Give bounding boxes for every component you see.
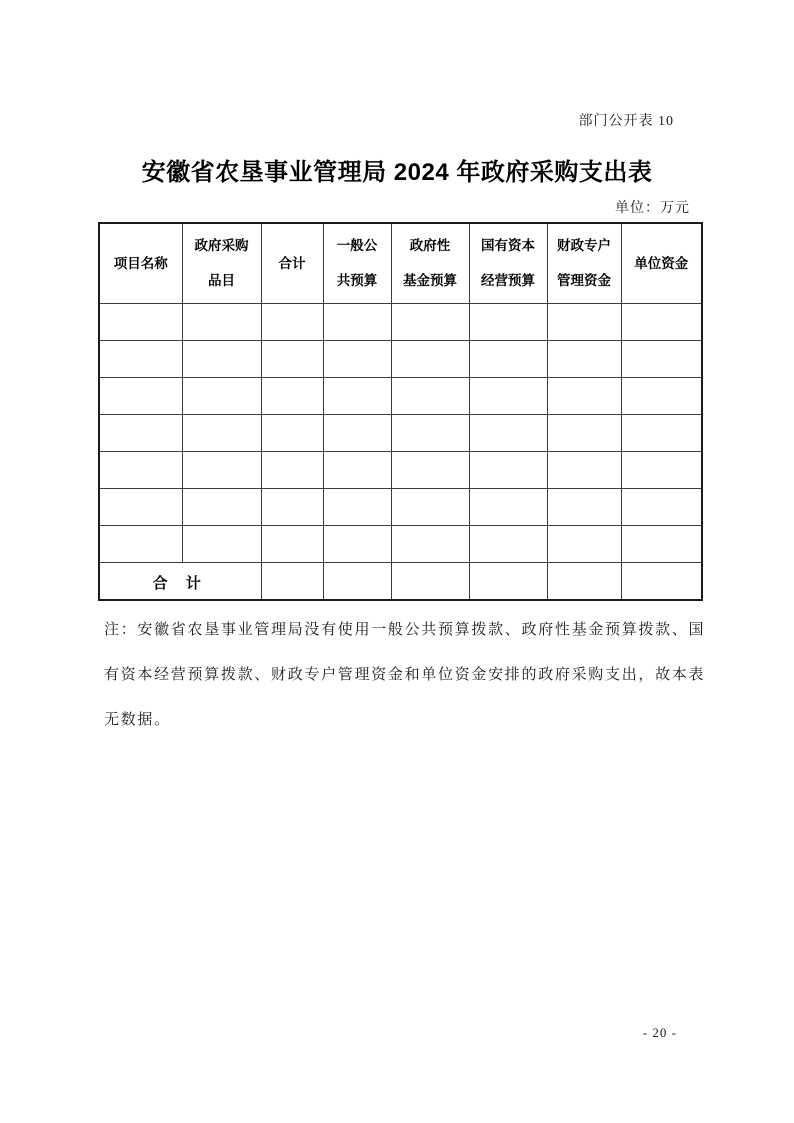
table-row [99, 414, 702, 451]
empty-cell [323, 488, 391, 525]
empty-cell [621, 414, 702, 451]
empty-cell [547, 340, 621, 377]
table-row [99, 377, 702, 414]
empty-cell [469, 340, 547, 377]
empty-cell [99, 303, 182, 340]
col-header-fiscal-special-account [547, 223, 621, 303]
total-row [99, 562, 702, 600]
empty-cell [323, 377, 391, 414]
header-line: 一般公 [336, 238, 378, 254]
empty-cell [323, 525, 391, 562]
empty-cell [323, 451, 391, 488]
empty-cell [621, 488, 702, 525]
empty-cell [323, 340, 391, 377]
table-row [99, 488, 702, 525]
empty-cell [182, 451, 261, 488]
empty-cell [99, 414, 182, 451]
empty-cell [391, 414, 469, 451]
empty-cell [182, 488, 261, 525]
empty-cell [261, 562, 323, 600]
col-header-general-public-budget [323, 223, 391, 303]
empty-cell [391, 340, 469, 377]
empty-cell [547, 562, 621, 600]
header-line: 项目名称 [113, 255, 168, 271]
empty-cell [261, 340, 323, 377]
note-line: 无数据。 [104, 712, 171, 728]
col-header-state-capital-budget [469, 223, 547, 303]
header-line: 合计 [278, 255, 306, 271]
empty-cell [261, 377, 323, 414]
header-line: 政府采购 [194, 238, 249, 254]
empty-cell [621, 525, 702, 562]
empty-cell [469, 562, 547, 600]
header-line: 经营预算 [481, 272, 535, 288]
header-line: 财政专户 [557, 238, 611, 254]
table-row [99, 303, 702, 340]
empty-cell [621, 377, 702, 414]
table-header [99, 223, 702, 303]
empty-cell [469, 303, 547, 340]
empty-cell [391, 303, 469, 340]
empty-cell [547, 525, 621, 562]
empty-cell [621, 451, 702, 488]
empty-cell [391, 525, 469, 562]
col-header-unit-funds [621, 223, 702, 303]
col-header-government-fund-budget [391, 223, 469, 303]
empty-cell [99, 340, 182, 377]
empty-cell [621, 303, 702, 340]
header-line: 单位资金 [634, 255, 689, 271]
empty-cell [547, 377, 621, 414]
empty-cell [391, 377, 469, 414]
page-number: - 20 - [642, 1025, 677, 1040]
empty-cell [469, 525, 547, 562]
empty-cell [99, 488, 182, 525]
empty-cell [99, 525, 182, 562]
header-line: 国有资本 [481, 238, 535, 254]
empty-cell [621, 562, 702, 600]
table-row [99, 451, 702, 488]
empty-cell [469, 451, 547, 488]
empty-cell [469, 488, 547, 525]
empty-cell [261, 414, 323, 451]
empty-cell [323, 562, 391, 600]
empty-cell [182, 525, 261, 562]
empty-cell [469, 414, 547, 451]
empty-cell [182, 340, 261, 377]
empty-cell [182, 377, 261, 414]
table-row [99, 340, 702, 377]
empty-cell [323, 414, 391, 451]
empty-cell [182, 414, 261, 451]
empty-cell [99, 451, 182, 488]
empty-cell [99, 377, 182, 414]
doc-label: 部门公开表 10 [578, 114, 674, 129]
empty-cell [261, 303, 323, 340]
page-title: 安徽省农垦事业管理局 2024 年政府采购支出表 [141, 159, 653, 186]
total-row-label: 合 计 [99, 562, 261, 600]
note-line: 有资本经营预算拨款、财政专户管理资金和单位资金安排的政府采购支出，故本表 [104, 667, 706, 683]
note-line: 注：安徽省农垦事业管理局没有使用一般公共预算拨款、政府性基金预算拨款、国 [104, 622, 706, 638]
empty-cell [391, 451, 469, 488]
table-row [99, 525, 702, 562]
empty-cell [261, 488, 323, 525]
header-line: 品目 [208, 272, 235, 288]
empty-cell [261, 525, 323, 562]
empty-cell [621, 340, 702, 377]
col-header-procurement-item [182, 223, 261, 303]
header-line: 基金预算 [403, 272, 457, 288]
header-line: 政府性 [409, 238, 451, 254]
procurement-table [98, 222, 703, 601]
note-text [104, 608, 706, 743]
unit-label: 单位：万元 [615, 201, 690, 216]
empty-cell [469, 377, 547, 414]
empty-cell [547, 488, 621, 525]
empty-cell [547, 451, 621, 488]
empty-cell [547, 414, 621, 451]
header-row [99, 223, 702, 303]
header-line: 管理资金 [557, 272, 611, 288]
col-header-total [261, 223, 323, 303]
empty-cell [261, 451, 323, 488]
empty-cell [391, 488, 469, 525]
col-header-project-name [99, 223, 182, 303]
empty-cell [182, 303, 261, 340]
table-body [99, 303, 702, 600]
empty-cell [323, 303, 391, 340]
header-line: 共预算 [336, 272, 378, 288]
empty-cell [391, 562, 469, 600]
empty-cell [547, 303, 621, 340]
